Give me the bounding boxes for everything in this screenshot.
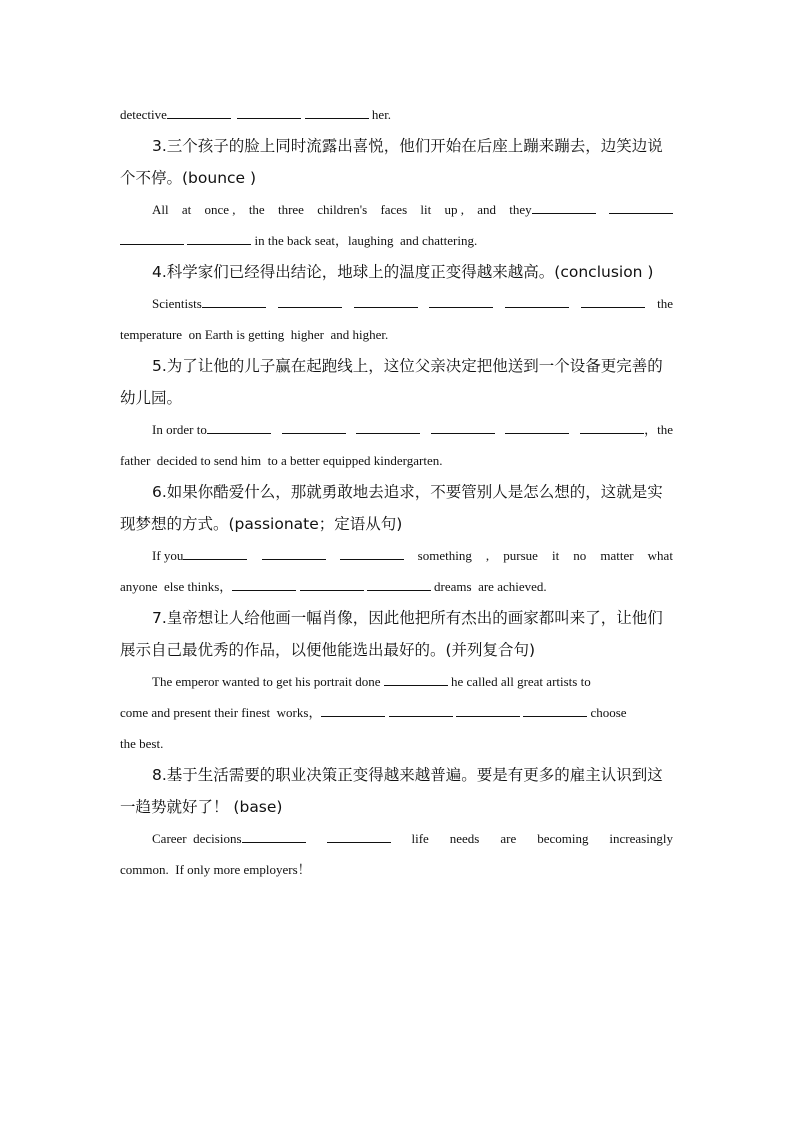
blank bbox=[456, 704, 520, 717]
word: All bbox=[152, 202, 169, 217]
blank bbox=[523, 704, 587, 717]
blank bbox=[120, 232, 184, 245]
blank bbox=[278, 295, 342, 308]
word: at bbox=[181, 202, 192, 217]
text: in the back seat，laughing and chattering. bbox=[254, 233, 478, 248]
item-7-answer-line-2 bbox=[120, 697, 673, 728]
text: If you bbox=[152, 548, 184, 563]
blank bbox=[207, 421, 271, 434]
word: , bbox=[485, 548, 490, 563]
word: they bbox=[509, 202, 532, 217]
blank bbox=[354, 295, 418, 308]
blank bbox=[389, 704, 453, 717]
blank bbox=[505, 295, 569, 308]
text: Scientists bbox=[152, 296, 202, 311]
word: the bbox=[248, 202, 265, 217]
text: come and present their finest works， bbox=[120, 705, 322, 720]
blank bbox=[384, 673, 448, 686]
item-6-answer-line-1 bbox=[120, 540, 673, 571]
text: detective bbox=[120, 107, 167, 122]
blank bbox=[237, 106, 301, 119]
word: and bbox=[477, 202, 497, 217]
word: something bbox=[417, 548, 472, 563]
blank bbox=[262, 547, 326, 560]
blank bbox=[356, 421, 420, 434]
text: her. bbox=[371, 107, 392, 122]
item-7-prompt-line-2: 展示自己最优秀的作品，以便他能选出最好的。(并列复合句) bbox=[120, 641, 536, 659]
blank bbox=[581, 295, 645, 308]
exercise-content bbox=[120, 99, 673, 885]
word: children's bbox=[317, 202, 368, 217]
word: it bbox=[551, 548, 560, 563]
text: dreams are achieved. bbox=[434, 579, 547, 594]
item-3-answer-line-1 bbox=[120, 194, 673, 225]
blank bbox=[282, 421, 346, 434]
line-continued bbox=[120, 99, 673, 130]
blank bbox=[609, 201, 673, 214]
blank bbox=[340, 547, 404, 560]
item-3-prompt-line-1: 3.三个孩子的脸上同时流露出喜悦，他们开始在后座上蹦来蹦去，边笑边说 bbox=[152, 137, 663, 155]
word: no bbox=[573, 548, 587, 563]
item-4-prompt-line-1: 4.科学家们已经得出结论，地球上的温度正变得越来越高。(conclusion ) bbox=[152, 263, 654, 281]
item-6-prompt-line-2: 现梦想的方式。(passionate；定语从句) bbox=[120, 515, 403, 533]
item-8-answer-line-2: common. If only more employers！ bbox=[120, 862, 311, 877]
text: he called all great artists to bbox=[451, 674, 591, 689]
blank bbox=[580, 421, 644, 434]
blank bbox=[431, 421, 495, 434]
text: ，the bbox=[644, 422, 673, 437]
item-6-answer-line-2 bbox=[120, 571, 673, 602]
word: needs bbox=[449, 831, 480, 846]
word: increasingly bbox=[609, 831, 673, 846]
item-7-answer-line-3: the best. bbox=[120, 736, 164, 751]
blank bbox=[327, 830, 391, 843]
item-4-answer-line-1 bbox=[120, 288, 673, 319]
blank bbox=[232, 578, 296, 591]
blank bbox=[505, 421, 569, 434]
blank bbox=[429, 295, 493, 308]
word: pursue bbox=[503, 548, 538, 563]
text: the bbox=[657, 296, 673, 311]
item-8-prompt-line-1: 8.基于生活需要的职业决策正变得越来越普遍。要是有更多的雇主认识到这 bbox=[152, 766, 663, 784]
blank bbox=[202, 295, 266, 308]
item-5-prompt-line-2: 幼儿园。 bbox=[120, 389, 183, 407]
item-3-prompt-line-2: 个不停。(bounce ) bbox=[120, 169, 257, 187]
text: Career decisions bbox=[152, 831, 242, 846]
word: matter bbox=[600, 548, 634, 563]
blank bbox=[242, 830, 306, 843]
item-4-answer-line-2: temperature on Earth is getting higher and higher. bbox=[120, 327, 389, 342]
item-8-answer-line-1 bbox=[120, 823, 673, 854]
item-8-prompt-line-2: 一趋势就好了！ (base) bbox=[120, 798, 283, 816]
item-5-prompt-line-1: 5.为了让他的儿子赢在起跑线上，这位父亲决定把他送到一个设备更完善的 bbox=[152, 357, 663, 375]
blank bbox=[305, 106, 369, 119]
word: up , bbox=[444, 202, 464, 217]
word: once , bbox=[204, 202, 236, 217]
item-6-prompt-line-1: 6.如果你酷爱什么，那就勇敢地去追求，不要管别人是怎么想的，这就是实 bbox=[152, 483, 663, 501]
word: are bbox=[500, 831, 517, 846]
item-5-answer-line-2: father decided to send him to a better equipped kindergarten. bbox=[120, 453, 443, 468]
word: becoming bbox=[537, 831, 589, 846]
blank bbox=[367, 578, 431, 591]
item-7-answer-line-1 bbox=[120, 666, 673, 697]
blank bbox=[183, 547, 247, 560]
text: The emperor wanted to get his portrait done bbox=[152, 674, 381, 689]
blank bbox=[532, 201, 596, 214]
blank bbox=[167, 106, 231, 119]
blank bbox=[187, 232, 251, 245]
word: faces bbox=[380, 202, 408, 217]
text: In order to bbox=[152, 422, 207, 437]
word: life bbox=[411, 831, 429, 846]
word: lit bbox=[420, 202, 432, 217]
word: what bbox=[647, 548, 673, 563]
blank bbox=[321, 704, 385, 717]
item-5-answer-line-1 bbox=[120, 414, 673, 445]
word: three bbox=[277, 202, 304, 217]
item-7-prompt-line-1: 7.皇帝想让人给他画一幅肖像，因此他把所有杰出的画家都叫来了，让他们 bbox=[152, 609, 663, 627]
blank bbox=[300, 578, 364, 591]
item-3-answer-line-2 bbox=[120, 225, 673, 256]
text: choose bbox=[590, 705, 627, 720]
text: anyone else thinks， bbox=[120, 579, 233, 594]
